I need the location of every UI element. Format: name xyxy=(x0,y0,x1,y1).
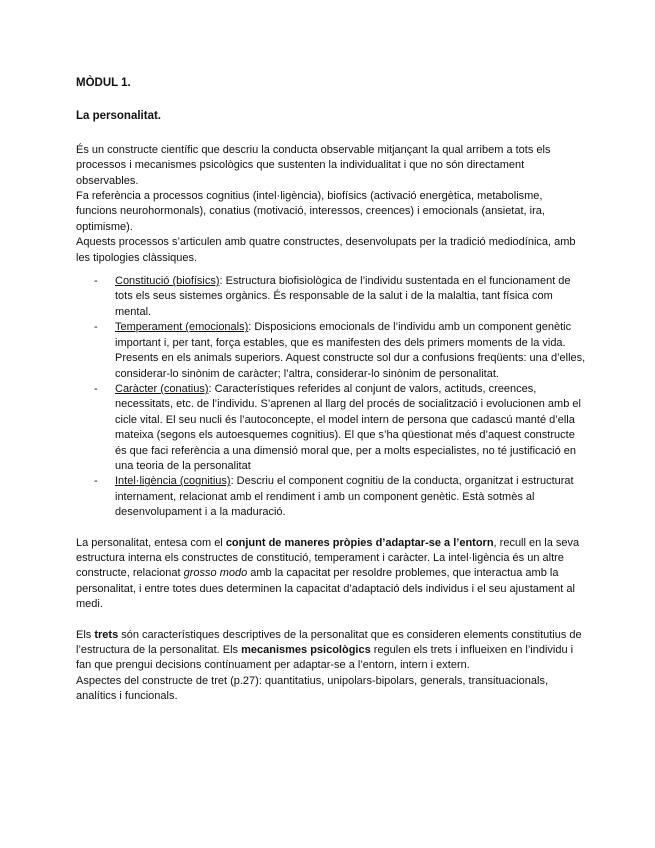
intro-paragraph-2: Fa referència a processos cognitius (intel·ligència), biofísics (activació energètica, metabolisme, funcions neurohormonals), conatius (motivació, interessos, creences) i emocionals (ansietat, ira, optimisme). xyxy=(76,190,545,233)
list-item-temperament xyxy=(76,320,586,382)
module-title: MÒDUL 1. xyxy=(76,77,131,89)
bold-term-trets: trets xyxy=(94,628,119,641)
document-page xyxy=(76,76,586,705)
trait-aspects-paragraph: Aspectes del constructe de tret (p.27): quantitatius, unipolars-bipolars, generals, transituacionals, analítics i funcionals. xyxy=(76,674,549,703)
list-item-intelligencia xyxy=(76,474,586,520)
italic-phrase: grosso modo xyxy=(183,567,248,580)
list-item-constitucio xyxy=(76,274,586,320)
term-intelligencia: Intel·ligència (cognitius) xyxy=(115,475,231,488)
text-run: , recull en la seva estructura interna els constructes de constitució, temperament i caràcter. La intel·ligència és un altre constructe, relacionat xyxy=(76,536,580,580)
personality-paragraph xyxy=(76,536,586,613)
list-dash: - xyxy=(94,382,98,395)
term-temperament: Temperament (emocionals) xyxy=(115,321,249,334)
list-dash: - xyxy=(94,321,98,334)
constructs-list xyxy=(76,274,586,521)
term-caracter: Caràcter (conatius) xyxy=(115,382,209,395)
spacer xyxy=(76,613,586,628)
definition-caracter: : Característiques referides al conjunt de valors, actituds, creences, necessitats, etc. de l’individu. S’aprenen al llarg del procés de socialització i evolucionen amb el cicle vital. El seu nucli és l’autoconcepte, el model intern de persona que cadascú manté d’ella mateixa (segons els autoesquemes cognitius). El que s’ha qüestionat més d’aquest constructe és que faci referència a una dimensió moral que, per a molts especialistes, no té justificació en una teoria de la personalitat xyxy=(115,382,581,472)
text-run: amb la capacitat per resoldre problemes, que interactua amb la personalitat, i entre totes dues determinen la capacitat d’adaptació dels individus i el seu ajustament al medi. xyxy=(76,567,575,611)
list-item-caracter xyxy=(76,382,586,474)
traits-paragraph xyxy=(76,628,586,674)
spacer xyxy=(76,521,586,536)
definition-temperament: : Disposicions emocionals de l’individu amb un component genètic important i, per tant, força estables, que es manifesten des dels primers moments de la vida. Presents en els animals superiors. Aquest constructe sol dur a confusions freqüents: una d’elles, considerar-lo sinònim de caràcter; l’altra, considerar-lo sinònim de personalitat. xyxy=(115,321,586,380)
text-run: La personalitat, entesa com el xyxy=(76,536,226,549)
definition-intelligencia: : Descriu el component cognitiu de la conducta, organitzat i estructurat internament, relacionat amb el rendiment i amb un component genètic. Està sotmès al desenvolupament i a la maduració. xyxy=(115,475,574,519)
list-dash: - xyxy=(94,275,98,288)
definition-constitucio: : Estructura biofisiològica de l’individu sustentada en el funcionament de tots els seus sistemes orgànics. És responsable de la salut i de la malaltia, tant física com mental. xyxy=(115,275,571,318)
intro-paragraph-3: Aquests processos s’articulen amb quatre constructes, desenvolupats per la tradició mediodínica, amb les tipologies clàssiques. xyxy=(76,236,576,264)
term-constitucio: Constitució (biofísics) xyxy=(115,275,220,288)
text-run: regulen els trets i influeixen en l’individu i fan que prengui decisions contínuament per adaptar-se a l’entorn, intern i extern. xyxy=(76,644,574,672)
bold-term-mecanismes: mecanismes psicològics xyxy=(241,644,371,656)
text-run: són característiques descriptives de la personalitat que es consideren elements constitutius de l’estructura de la personalitat. Els xyxy=(76,628,582,656)
list-dash: - xyxy=(94,475,98,488)
bold-phrase: conjunt de maneres pròpies d’adaptar-se a l’entorn xyxy=(225,536,494,549)
intro-paragraph-1: És un constructe científic que descriu la conducta observable mitjançant la qual arribem a tots els processos i mecanismes psicològics que sustenten la individualitat i que no són directament observables. xyxy=(76,143,551,187)
section-title: La personalitat. xyxy=(76,110,161,123)
text-run: Els xyxy=(76,628,95,641)
